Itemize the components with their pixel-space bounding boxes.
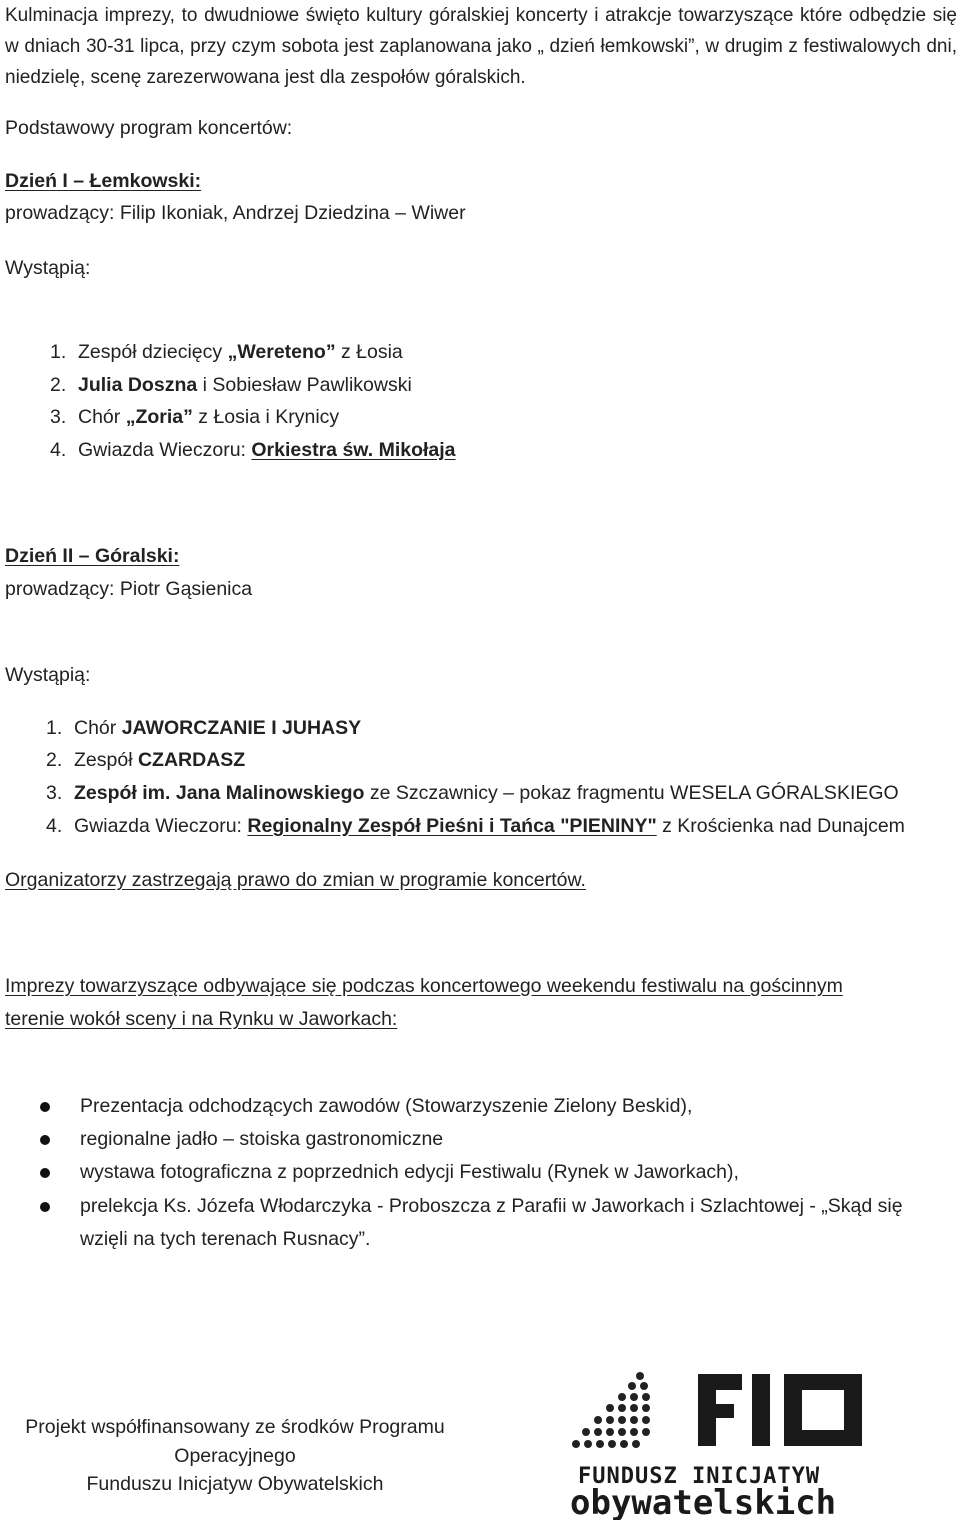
footer-line3: Funduszu Inicjatyw Obywatelskich [86, 1473, 384, 1495]
fio-logo [570, 1370, 880, 1520]
events-heading-line1: Imprezy towarzyszące odbywające się podczas koncertowego weekendu festiwalu na gościnnym [5, 975, 843, 997]
footer-line1: Projekt współfinansowany ze środków Programu [25, 1416, 445, 1438]
day2-list-item: 2. Zespół CZARDASZ [46, 749, 246, 771]
day2-title: Dzień II – Góralski: [5, 545, 180, 567]
day1-list-item: 1. Zespół dziecięcy „Wereteno” z Łosia [50, 341, 403, 363]
day1-title: Dzień I – Łemkowski: [5, 170, 202, 192]
footer-line2: Operacyjnego [174, 1445, 296, 1467]
day2-list-item: 1. Chór JAWORCZANIE I JUHASY [46, 717, 362, 739]
bullet-icon [40, 1202, 50, 1212]
day2-list-item: 3. Zespół im. Jana Malinowskiego ze Szczawnicy – pokaz fragmentu WESELA GÓRALSKIEGO [46, 782, 899, 804]
program-disclaimer: Organizatorzy zastrzegają prawo do zmian w programie koncertów. [5, 869, 586, 891]
day1-hosts: prowadzący: Filip Ikoniak, Andrzej Dziedzina – Wiwer [5, 202, 466, 224]
intro-paragraph: Kulminacja imprezy, to dwudniowe święto kultury góralskiej koncerty i atrakcje towarzyszące które odbędzie się w dniach 30-31 lipca, przy czym sobota jest zaplanowana jako „ dzień łemkowski”, w drugim z festiwalowych dni, niedzielę, scenę zarezerwowana jest dla zespołów góralskich. [5, 5, 957, 88]
day2-performers-label: Wystąpią: [5, 664, 91, 686]
events-list-item: wystawa fotograficzna z poprzednich edycji Festiwalu (Rynek w Jaworkach), [80, 1161, 739, 1183]
events-list-item-continuation: wzięli na tych terenach Rusnacy”. [80, 1228, 371, 1250]
logo-line2: obywatelskich [570, 1483, 837, 1520]
events-list-item: prelekcja Ks. Józefa Włodarczyka - Proboszcza z Parafii w Jaworkach i Szlachtowej - „Skąd się [80, 1195, 903, 1217]
day1-list-item: 2. Julia Doszna i Sobiesław Pawlikowski [50, 374, 412, 396]
program-heading: Podstawowy program koncertów: [5, 117, 293, 139]
events-heading-line2: terenie wokół sceny i na Rynku w Jaworkach: [5, 1008, 398, 1030]
day2-list-item: 4. Gwiazda Wieczoru: Regionalny Zespół Pieśni i Tańca "PIENINY" z Krościenka nad Dunajcem [46, 815, 905, 837]
day1-performers-label: Wystąpią: [5, 257, 91, 279]
events-list-item: regionalne jadło – stoiska gastronomiczne [80, 1128, 444, 1150]
events-list-item: Prezentacja odchodzących zawodów (Stowarzyszenie Zielony Beskid), [80, 1095, 693, 1117]
day1-list-item: 4. Gwiazda Wieczoru: Orkiestra św. Mikołaja [50, 439, 456, 461]
bullet-icon [40, 1168, 50, 1178]
day2-hosts: prowadzący: Piotr Gąsienica [5, 578, 253, 600]
fio-logo-graphic [570, 1370, 880, 1520]
logo-line1: FUNDUSZ INICJATYW [578, 1464, 821, 1489]
bullet-icon [40, 1102, 50, 1112]
bullet-icon [40, 1135, 50, 1145]
day1-list-item: 3. Chór „Zoria” z Łosia i Krynicy [50, 406, 340, 428]
